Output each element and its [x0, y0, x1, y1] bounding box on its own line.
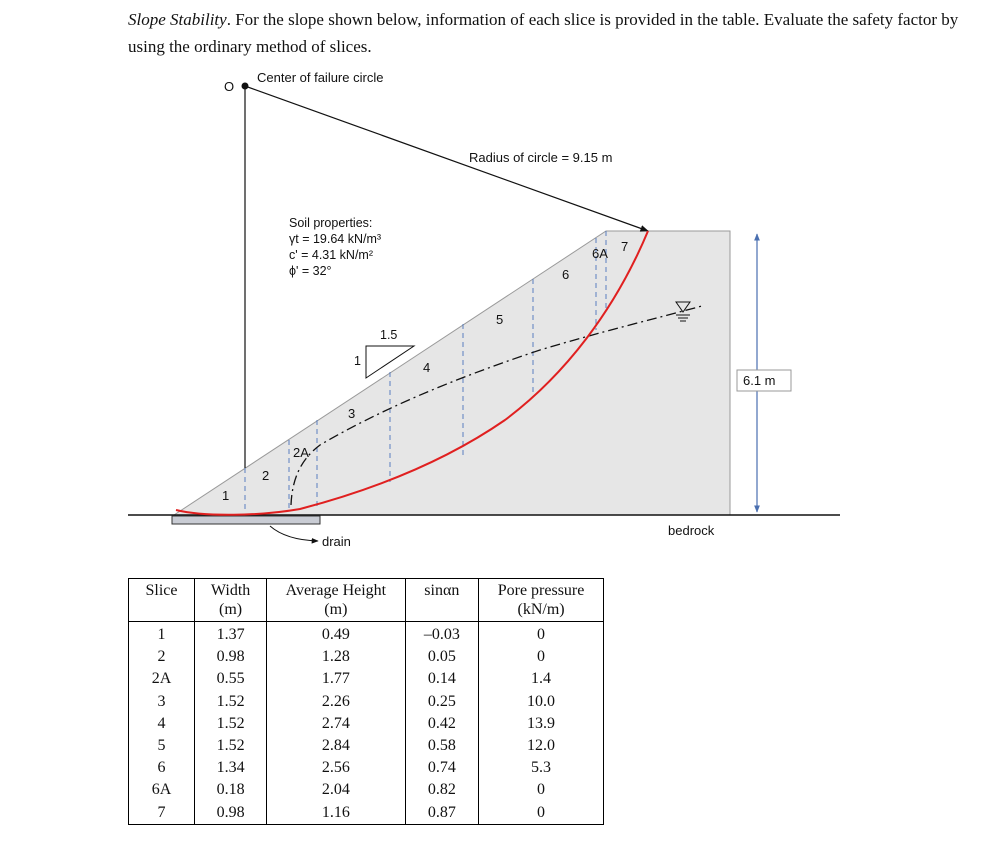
slice-label-7: 7: [621, 239, 629, 254]
table-row: 6A 0.18 2.04 0.82 0: [129, 779, 604, 801]
slice-label-1: 1: [222, 488, 230, 503]
soil-properties-title: Soil properties:: [289, 216, 373, 230]
height-label: 6.1 m: [743, 373, 776, 388]
center-point-label: O: [224, 79, 235, 94]
slice-label-3: 3: [348, 406, 356, 421]
header-sin-alpha: sinαn: [405, 579, 479, 622]
slice-table: [128, 578, 604, 825]
slice-label-4: 4: [423, 360, 431, 375]
table-row: 2A 0.55 1.77 0.14 1.4: [129, 668, 604, 690]
table-header-row: [129, 579, 604, 622]
header-slice: Slice: [129, 579, 195, 622]
slice-label-5: 5: [496, 312, 504, 327]
table-row: 4 1.52 2.74 0.42 13.9: [129, 713, 604, 735]
header-pore-pressure: Pore pressure (kN/m): [479, 579, 604, 622]
slice-label-6a: 6A: [592, 246, 608, 261]
slope-ratio-vertical: 1: [354, 354, 361, 368]
radius-label: Radius of circle = 9.15 m: [469, 150, 613, 165]
friction-angle: ϕ' = 32°: [289, 264, 332, 278]
header-height: Average Height (m): [267, 579, 405, 622]
drain-arrow: [270, 526, 318, 541]
header-width: Width (m): [195, 579, 267, 622]
drain-label: drain: [322, 534, 351, 549]
table-row: 2 0.98 1.28 0.05 0: [129, 646, 604, 668]
bedrock-label: bedrock: [668, 523, 715, 538]
table-row: 5 1.52 2.84 0.58 12.0: [129, 735, 604, 757]
slice-label-2: 2: [262, 468, 270, 483]
unit-weight: γt = 19.64 kN/m³: [289, 232, 382, 246]
table-row: 3 1.52 2.26 0.25 10.0: [129, 691, 604, 713]
center-point: [242, 83, 249, 90]
soil-mass: [174, 231, 730, 515]
slice-label-6: 6: [562, 267, 570, 282]
center-label: Center of failure circle: [257, 70, 384, 85]
slice-label-2a: 2A: [293, 445, 309, 460]
slope-ratio-horizontal: 1.5: [380, 328, 398, 342]
table-row: 6 1.34 2.56 0.74 5.3: [129, 757, 604, 779]
problem-text: . For the slope shown below, information of each slice is provided in the table. Evaluate the safety factor by using the ordinary method of slices.: [128, 10, 959, 56]
table-row: 7 0.98 1.16 0.87 0: [129, 802, 604, 825]
problem-lead: Slope Stability: [128, 10, 227, 29]
table-row: 1 1.37 0.49 –0.03 0: [129, 622, 604, 647]
cohesion: c' = 4.31 kN/m²: [289, 248, 374, 262]
drain: [172, 516, 320, 524]
